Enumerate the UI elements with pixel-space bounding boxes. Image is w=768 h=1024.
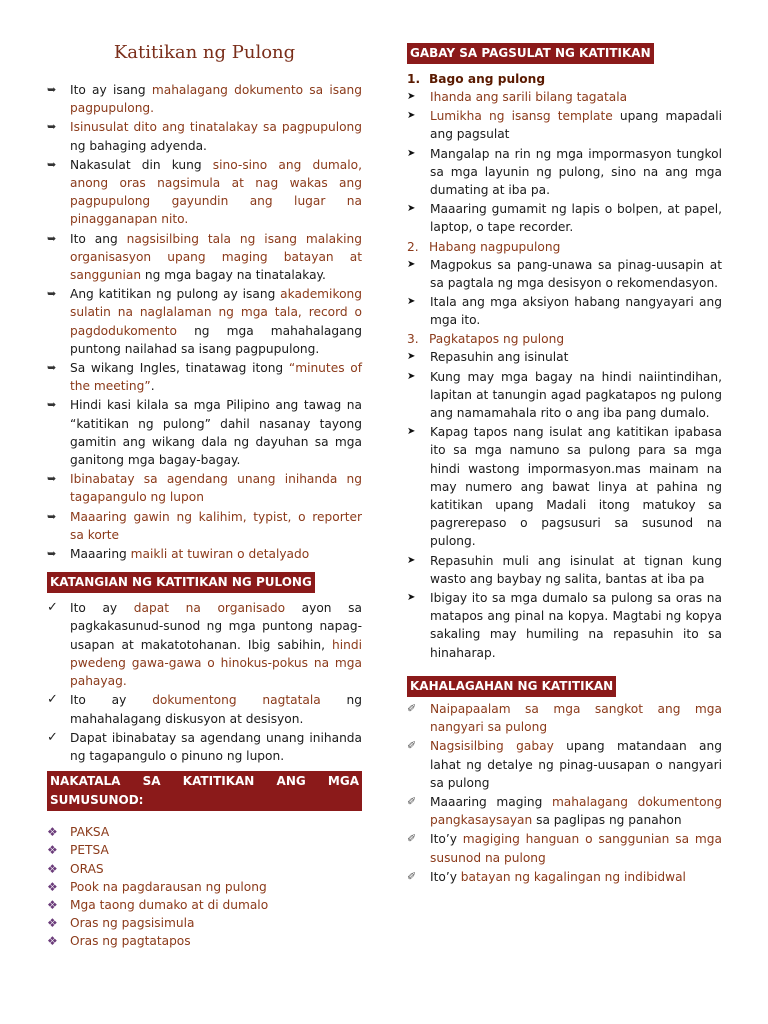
list-item (47, 914, 362, 932)
item-text: Maaaring maging (430, 794, 552, 809)
pointer-bullet-icon: ➥ (47, 83, 57, 96)
item-text: magiging hanguan o sanggunian sa mga susunod na pulong (430, 832, 722, 865)
item-text: “minutes of the meeting” (70, 361, 362, 394)
item-text: Ito ay isang (70, 83, 152, 97)
list-item (407, 737, 722, 792)
item-text: Oras ng pagtatapos (70, 934, 191, 949)
gabay-section-heading (407, 70, 722, 88)
diamond-bullet-icon: ❖ (47, 897, 58, 912)
list-item (47, 396, 362, 469)
list-item (407, 700, 722, 736)
list-item (47, 841, 362, 859)
intro-list (47, 81, 362, 563)
arrow-bullet-icon: ➤ (407, 554, 416, 566)
diamond-bullet-icon: ❖ (47, 825, 58, 840)
katangian-header-wrap (47, 572, 362, 593)
item-text: Maaaring gumamit ng lapis o bolpen, at papel, laptop, o tape recorder. (430, 202, 722, 235)
item-text: dokumentong nagtatala (152, 693, 321, 708)
list-item (47, 545, 362, 563)
book-bullet-icon: ✐ (407, 701, 417, 715)
item-text: Mga taong dumako at di dumalo (70, 897, 269, 912)
pointer-bullet-icon: ➥ (47, 547, 57, 561)
item-text: Repasuhin ang isinulat (430, 350, 569, 365)
list-item (407, 348, 722, 366)
list-item (47, 81, 362, 117)
arrow-bullet-icon: ➤ (407, 296, 416, 308)
kahalagahan-header: KAHALAGAHAN NG KATITIKAN (407, 676, 616, 697)
list-item (47, 878, 362, 896)
nakatala-header-wrap (47, 771, 362, 811)
nakatala-list (47, 823, 362, 950)
item-text: ng mahahalagang diskusyon at desisyon. (70, 693, 362, 726)
gabay-subitems (407, 256, 722, 330)
list-item (47, 599, 362, 690)
pointer-bullet-icon: ➥ (47, 231, 57, 245)
item-text: Ang katitikan ng pulong ay isang (70, 287, 281, 302)
book-bullet-icon: ✐ (407, 794, 417, 808)
right-column (407, 0, 722, 887)
list-item (47, 359, 362, 395)
left-column (47, 0, 362, 951)
item-text: ng mga bagay na tinatalakay. (141, 268, 326, 283)
list-item (407, 589, 722, 662)
item-text: Sa wikang Ingles, tinatawag itong (70, 361, 289, 376)
book-bullet-icon: ✐ (407, 832, 417, 846)
diamond-bullet-icon: ❖ (47, 916, 58, 931)
checkmark-icon: ✓ (47, 692, 58, 708)
list-item (407, 368, 722, 423)
nakatala-header: NAKATALA SA KATITIKAN ANG MGA SUMUSUNOD: (47, 771, 362, 811)
list-item (407, 88, 722, 106)
arrow-bullet-icon: ➤ (407, 426, 416, 438)
item-text: Naipapaalam sa mga sangkot ang mga nangyari sa pulong (430, 701, 722, 735)
diamond-bullet-icon: ❖ (47, 843, 58, 858)
list-item (47, 285, 362, 358)
pointer-bullet-icon: ➥ (47, 361, 57, 375)
item-text: sa paglipas ng panahon (532, 813, 682, 828)
list-item (47, 470, 362, 506)
item-text: upang mapadali ang pagsulat (430, 109, 722, 142)
item-text: dapat na organisado (133, 601, 286, 616)
list-item (47, 230, 362, 285)
item-text: Ito’y (430, 869, 461, 884)
gabay-subitems (407, 348, 722, 661)
pointer-bullet-icon: ➥ (47, 120, 57, 134)
list-item (47, 932, 362, 950)
item-text: Dapat ibinabatay sa agendang unang inihanda ng tagapangulo o pinuno ng lupon. (70, 730, 362, 763)
item-text: Maaaring gawin ng kalihim, typist, o reporter sa korte (70, 509, 362, 542)
item-text: Nagsisilbing gabay (430, 739, 554, 754)
item-text: akademikong sulatin na naglalaman ng mga tala, record o pagdodukomento (70, 287, 362, 338)
item-text: Magpokus sa pang-unawa sa pinag-uusapin at sa pagtala ng mga desisyon o rekomendasyon. (430, 257, 722, 290)
item-text: Itala ang mga aksiyon habang nangyayari ang mga ito. (430, 295, 722, 328)
item-text: Ibinabatay sa agendang unang inihanda ng tagapangulo ng lupon (70, 472, 362, 505)
diamond-bullet-icon: ❖ (47, 879, 58, 894)
list-item (47, 118, 362, 154)
item-text: nagsisilbing tala ng isang malaking organisasyon upang maging batayan at sanggunian (70, 231, 362, 283)
item-text: Ihanda ang sarili bilang tagatala (430, 90, 628, 104)
arrow-bullet-icon: ➤ (407, 258, 416, 270)
list-item (407, 830, 722, 866)
item-text: ng mga mahahalagang puntong nailahad sa isang pagpupulong. (70, 323, 362, 356)
checkmark-icon: ✓ (47, 600, 58, 616)
list-item (407, 200, 722, 236)
list-item (407, 256, 722, 292)
kahalagahan-list (407, 700, 722, 886)
pointer-bullet-icon: ➥ (47, 287, 57, 301)
item-text: ORAS (70, 861, 104, 876)
item-text: Kung may mga bagay na hindi naiintindihan, lapitan at tanungin agad pagkatapos ng pulong ang namamahala rito o ang iba pang dumalo. (430, 369, 722, 421)
item-text: upang matandaan ang lahat ng detalye ng pinag-uusapan o nangyari sa pulong (430, 739, 722, 790)
gabay-header-wrap (407, 43, 722, 64)
item-text: hindi pwedeng gawa-gawa o hinokus-pokus na mga pahayag. (70, 637, 362, 689)
katangian-list (47, 599, 362, 765)
item-text: Lumikha ng isansg template (430, 109, 613, 124)
page-title: Katitikan ng Pulong (113, 42, 296, 63)
pointer-bullet-icon: ➥ (47, 157, 57, 171)
section-title: Pagkatapos ng pulong (429, 332, 565, 347)
item-text: mahalagang dokumentong pangkasaysayan (430, 794, 722, 828)
item-text: Ito ay (70, 601, 134, 616)
section-title: Habang nagpupulong (429, 239, 561, 254)
arrow-bullet-icon: ➤ (407, 91, 416, 102)
item-text: Ito ang (70, 231, 127, 246)
list-item (47, 691, 362, 727)
item-text: Isinusulat dito ang tinatalakay sa pagpupulong (70, 120, 362, 135)
item-text: Oras ng pagsisimula (70, 916, 195, 931)
gabay-subitems (407, 88, 722, 237)
item-text: batayan ng kagalingan ng indibidwal (460, 869, 686, 884)
item-text: Mangalap na rin ng mga impormasyon tungkol sa mga layunin ng pulong, sino na ang mga dumating at iba pa. (430, 146, 722, 198)
list-item (407, 145, 722, 200)
arrow-bullet-icon: ➤ (407, 110, 416, 122)
item-text: Ito ay (70, 693, 153, 708)
katangian-header: KATANGIAN NG KATITIKAN NG PULONG (47, 572, 315, 593)
list-item (407, 423, 722, 550)
list-item (407, 293, 722, 329)
diamond-bullet-icon: ❖ (47, 861, 58, 876)
list-item (47, 729, 362, 765)
item-text: Pook na pagdarausan ng pulong (70, 879, 267, 894)
gabay-header: GABAY SA PAGSULAT NG KATITIKAN (407, 43, 654, 64)
section-number: 1. (407, 72, 421, 86)
pointer-bullet-icon: ➥ (47, 398, 57, 412)
item-text: Nakasulat din kung (70, 157, 213, 172)
item-text: Ito’y (430, 832, 463, 847)
item-text: Hindi kasi kilala sa mga Pilipino ang tawag na “katitikan ng pulong” dahil nasanay tayong gamitin ang wikang dala ng dayuhan sa mga ganitong mga bagay-bagay. (70, 398, 362, 468)
gabay-section-heading (407, 330, 722, 348)
arrow-bullet-icon: ➤ (407, 592, 416, 604)
item-text: maikli at tuwiran o detalyado (130, 547, 310, 562)
arrow-bullet-icon: ➤ (407, 351, 416, 363)
item-text: . (150, 379, 155, 394)
item-text: mahalagang dokumento sa isang pagpupulong. (70, 83, 362, 116)
section-title: Bago ang pulong (429, 72, 546, 86)
book-bullet-icon: ✐ (407, 739, 417, 753)
arrow-bullet-icon: ➤ (407, 147, 416, 159)
list-item (407, 868, 722, 886)
gabay-section-heading (407, 238, 722, 256)
book-bullet-icon: ✐ (407, 869, 417, 883)
gabay-sections (407, 70, 722, 662)
item-text: Maaaring (70, 547, 131, 562)
arrow-bullet-icon: ➤ (407, 203, 416, 215)
list-item (407, 793, 722, 829)
item-text: Kapag tapos nang isulat ang katitikan ipabasa ito sa mga namuno sa pulong para sa mga hindi wastong impormasyon.mas mainam na may numero ang bawat linya at pahina ng katitikan upang Madali itong matukoy sa pagrerepaso o pagsusuri sa susunod na pulong. (430, 425, 722, 549)
checkmark-icon: ✓ (47, 729, 58, 745)
list-item (47, 508, 362, 544)
list-item (407, 552, 722, 588)
list-item (47, 896, 362, 914)
list-item (47, 823, 362, 841)
item-text: sino-sino ang dumalo, anong oras nagsimula at nag wakas ang pagpupulong gayundin ang lugar na pinagganapan nito. (70, 157, 362, 227)
item-text: Repasuhin muli ang isinulat at tignan kung wasto ang baybay ng salita, bantas at iba pa (430, 553, 722, 586)
pointer-bullet-icon: ➥ (47, 509, 57, 523)
list-item (407, 107, 722, 143)
item-text: Ibigay ito sa mga dumalo sa pulong sa oras na matapos ang pinal na kopya. Magtabi ng kopya sakaling may humiling na repasuhin ito sa hinaharap. (430, 591, 722, 660)
item-text: ayon sa pagkakasunud-sunod ng mga puntong napag-usapan at makatotohanan. Ibig sabihin, (70, 601, 362, 652)
diamond-bullet-icon: ❖ (47, 934, 58, 949)
kahalagahan-header-wrap (407, 676, 722, 697)
arrow-bullet-icon: ➤ (407, 370, 416, 382)
item-text: ng bahaging adyenda. (70, 138, 207, 153)
pointer-bullet-icon: ➥ (47, 472, 57, 486)
item-text: PAKSA (70, 825, 110, 840)
item-text: PETSA (70, 843, 109, 858)
list-item (47, 860, 362, 878)
list-item (47, 156, 362, 229)
section-number: 3. (407, 332, 419, 347)
section-number: 2. (407, 239, 419, 254)
